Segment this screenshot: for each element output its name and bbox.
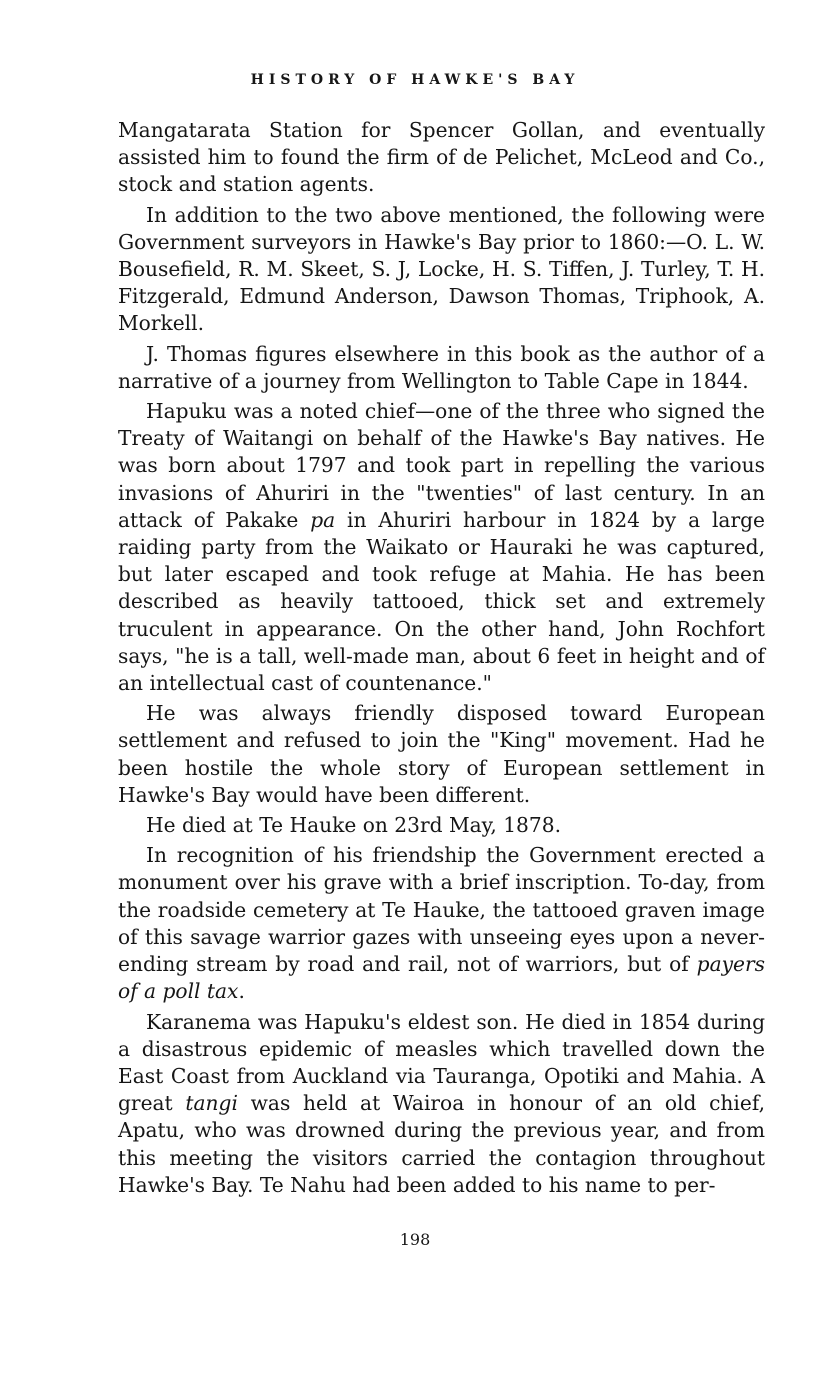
body-text	[118, 117, 765, 1202]
page-number: 198	[399, 1230, 431, 1249]
paragraph-text: in Ahuriri harbour in 1824 by a large raiding party from the Waikato or Hauraki he was captured, but later escaped and took refuge at Mahia. He has been described as heavily tattooed, thick set and extremely truculent in appearance. On the other hand, John Rochfort says, "he is a tall, well-made man, about 6 feet in height and of an intellectual cast of countenance."	[118, 507, 765, 696]
paragraph-text: Hapuku was a noted chief—one of the three who signed the Treaty of Waitangi on behalf of the Hawke's Bay natives. He was born about 1797 and took part in repelling the various invasions of Ahuriri in the "twenties" of last century. In an attack of Pakake	[118, 399, 765, 532]
paragraph-karanema	[118, 1009, 765, 1199]
paragraph-text: .	[238, 979, 245, 1004]
paragraph-text: In recognition of his friendship the Government erected a monument over his grave with a brief inscription. To-day, from the roadside cemetery at Te Hauke, the tattooed graven image of this savage warrior gazes with unseeing eyes upon a never-ending stream by road and rail, not of warriors, but of	[118, 843, 765, 977]
paragraph-monument	[118, 842, 765, 1005]
paragraph-government-surveyors: In addition to the two above mentioned, the following were Government surveyors in Hawke's Bay prior to 1860:—O. L. W. Bousefield, R. M. Skeet, S. J, Locke, H. S. Tiffen, J. Turley, T. H. Fitzgerald, Edmund Anderson, Dawson Thomas, Triphook, A. Morkell.	[118, 202, 765, 336]
paragraph-death: He died at Te Hauke on 23rd May, 1878.	[146, 813, 562, 838]
paragraph-text: was held at Wairoa in honour of an old chief, Apatu, who was drowned during the previous year, and from this meeting the visitors carried the contagion throughout Hawke's Bay. Te Nahu had been added to his name to per-	[118, 1091, 765, 1197]
italic-term-tangi: tangi	[185, 1091, 238, 1116]
paragraph-gollan-continuation: Mangatarata Station for Spencer Gollan, and eventually assisted him to found the firm of de Pelichet, McLeod and Co., stock and station agents.	[118, 118, 765, 197]
paragraph-hapuku	[118, 398, 765, 697]
paragraph-j-thomas: J. Thomas figures elsewhere in this book as the author of a narrative of a journey from Wellington to Table Cape in 1844.	[118, 341, 765, 393]
italic-term-pa: pa	[310, 507, 336, 532]
italic-phrase-poll-tax: payers of a poll tax	[118, 952, 765, 1004]
running-head: HISTORY OF HAWKE'S BAY	[250, 72, 580, 88]
paragraph-friendly-disposed: He was always friendly disposed toward European settlement and refused to join the "King" movement. Had he been hostile the whole story of European settlement in Hawke's Bay would have been different.	[118, 701, 765, 807]
paragraph-text: Karanema was Hapuku's eldest son. He died in 1854 during a disastrous epidemic of measles which travelled down the East Coast from Auckland via Tauranga, Opotiki and Mahia. A great	[118, 1009, 765, 1116]
